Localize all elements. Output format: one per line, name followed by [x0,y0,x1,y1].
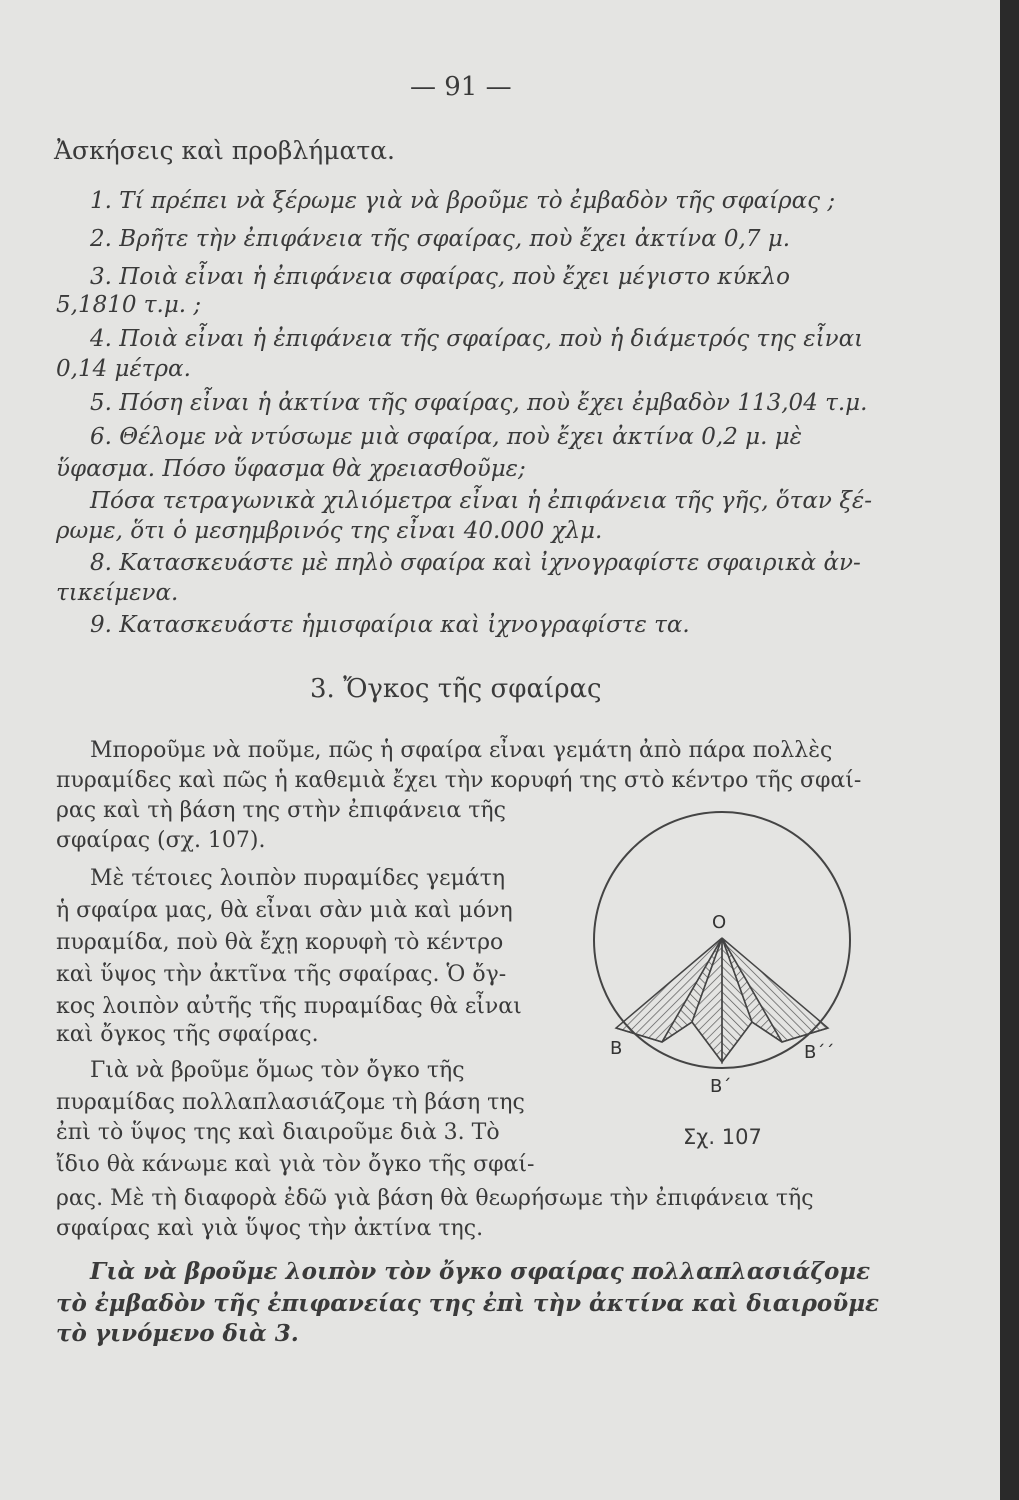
exercise-line: 4. Ποιὰ εἶναι ἡ ἐπιφάνεια τῆς σφαίρας, ποὺ ἡ διάμετρός της εἶναι [90,326,864,352]
body-line: καὶ ὕψος τὴν ἀκτῖνα τῆς σφαίρας. Ὁ ὄγ- [56,962,507,987]
exercise-line: 3. Ποιὰ εἶναι ἡ ἐπιφάνεια σφαίρας, ποὺ ἔχει μέγιστο κύκλο [90,264,790,290]
body-line: κος λοιπὸν αὐτῆς τῆς πυραμίδας θὰ εἶναι [56,994,522,1019]
exercise-line: ρωμε, ὅτι ὁ μεσημβρινός της εἶναι 40.000 χλμ. [56,518,603,544]
conclusion-line: τὸ ἐμβαδὸν τῆς ἐπιφανείας της ἐπὶ τὴν ἀκτίνα καὶ διαιροῦμε [56,1290,880,1317]
label-center: O [712,912,727,933]
section-title: Ἀσκήσεις καὶ προβλήματα. [54,136,395,165]
body-line: ἴδιο θὰ κάνωμε καὶ γιὰ τὸν ὄγκο τῆς σφαί- [56,1152,535,1177]
section-heading: 3. Ὄγκος τῆς σφαίρας [310,674,602,704]
sphere-pyramids-figure [572,800,872,1110]
body-line: πυραμίδας πολλαπλασιάζομε τὴ βάση της [56,1090,525,1115]
body-line: ρας. Μὲ τὴ διαφορὰ ἐδῶ γιὰ βάση θὰ θεωρήσωμε τὴν ἐπιφάνεια τῆς [56,1186,814,1211]
exercise-line: τικείμενα. [56,580,179,606]
page-edge-shadow [1000,0,1019,1500]
figure-caption: Σχ. 107 [683,1125,762,1149]
body-line: ἡ σφαίρα μας, θὰ εἶναι σὰν μιὰ καὶ μόνη [56,898,513,923]
body-line: πυραμίδες καὶ πῶς ἡ καθεμιὰ ἔχει τὴν κορυφή της στὸ κέντρο τῆς σφαί- [56,768,862,793]
exercise-line: 9. Κατασκευάστε ἡμισφαίρια καὶ ἰχνογραφίστε τα. [90,612,690,638]
exercise-line: 1. Τί πρέπει νὰ ξέρωμε γιὰ νὰ βροῦμε τὸ ἐμβαδὸν τῆς σφαίρας ; [90,188,836,214]
body-line: πυραμίδα, ποὺ θὰ ἔχῃ κορυφὴ τὸ κέντρο [56,930,504,955]
body-line: καὶ ὄγκος τῆς σφαίρας. [56,1022,319,1047]
body-line: Μὲ τέτοιες λοιπὸν πυραμίδες γεμάτη [90,866,506,891]
exercise-line: 6. Θέλομε νὰ ντύσωμε μιὰ σφαίρα, ποὺ ἔχει ἀκτίνα 0,2 μ. μὲ [90,424,803,450]
label-bottom: B´ [710,1076,732,1097]
exercise-line: Πόσα τετραγωνικὰ χιλιόμετρα εἶναι ἡ ἐπιφάνεια τῆς γῆς, ὅταν ξέ- [90,488,872,514]
body-line: ἐπὶ τὸ ὕψος της καὶ διαιροῦμε διὰ 3. Τὸ [56,1120,500,1145]
exercise-line: 5,1810 τ.μ. ; [56,292,202,318]
exercise-line: 2. Βρῆτε τὴν ἐπιφάνεια τῆς σφαίρας, ποὺ ἔχει ἀκτίνα 0,7 μ. [90,226,791,252]
exercise-line: ὕφασμα. Πόσο ὕφασμα θὰ χρειασθοῦμε; [56,456,526,482]
label-left: B [610,1038,623,1059]
exercise-line: 8. Κατασκευάστε μὲ πηλὸ σφαίρα καὶ ἰχνογραφίστε σφαιρικὰ ἀν- [90,550,861,576]
body-line: ρας καὶ τὴ βάση της στὴν ἐπιφάνεια τῆς [56,798,506,823]
body-line: Μποροῦμε νὰ ποῦμε, πῶς ἡ σφαίρα εἶναι γεμάτη ἀπὸ πάρα πολλὲς [90,738,833,763]
body-line: σφαίρας (σχ. 107). [56,828,266,853]
exercise-line: 0,14 μέτρα. [56,356,191,382]
body-line: Γιὰ νὰ βροῦμε ὅμως τὸν ὄγκο τῆς [90,1058,465,1083]
conclusion-line: τὸ γινόμενο διὰ 3. [56,1320,299,1347]
conclusion-line: Γιὰ νὰ βροῦμε λοιπὸν τὸν ὄγκο σφαίρας πολλαπλασιάζομε [90,1258,871,1285]
exercise-line: 5. Πόση εἶναι ἡ ἀκτίνα τῆς σφαίρας, ποὺ ἔχει ἐμβαδὸν 113,04 τ.μ. [90,390,868,416]
body-line: σφαίρας καὶ γιὰ ὕψος τὴν ἀκτίνα της. [56,1216,484,1241]
page-number: — 91 — [410,72,512,102]
label-right: B´´ [804,1042,835,1063]
